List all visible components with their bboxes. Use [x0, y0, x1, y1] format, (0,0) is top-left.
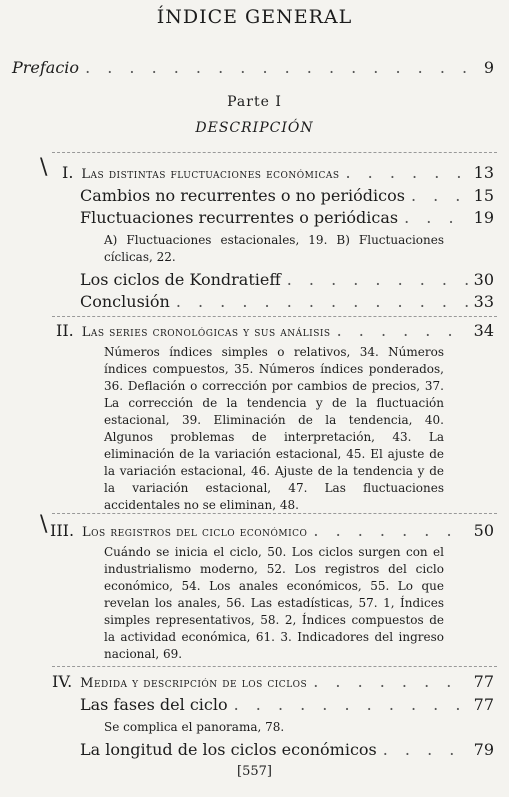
part-heading: Parte I	[227, 94, 282, 110]
leader-dots	[287, 270, 468, 289]
section-title: Los registros del ciclo económico	[82, 525, 308, 540]
section-ii-entry[interactable]	[56, 321, 494, 340]
subsection-entry[interactable]	[80, 270, 494, 289]
subsection-entry[interactable]	[80, 186, 494, 205]
page-number: 9	[483, 58, 494, 77]
divider	[52, 666, 497, 667]
subsection-detail: Se complica el panorama, 78.	[104, 720, 285, 734]
page-number: 50	[473, 521, 494, 540]
part-subtitle: DESCRIPCIÓN	[195, 120, 314, 136]
section-number: IV.	[52, 672, 73, 691]
section-number: III.	[50, 521, 75, 540]
leader-dots	[337, 321, 468, 340]
leader-dots	[85, 58, 470, 77]
section-iii-entry[interactable]	[50, 521, 494, 540]
page-number: 19	[473, 208, 494, 227]
subsection-title: Fluctuaciones recurrentes o periódicas	[80, 208, 399, 227]
subsection-entry[interactable]	[80, 740, 494, 759]
divider	[52, 316, 497, 317]
page-number: 30	[473, 270, 494, 289]
page-number: 77	[473, 695, 494, 714]
page-number: 13	[473, 163, 494, 182]
section-title: Las distintas fluctuaciones económicas	[81, 167, 340, 182]
subsection-title: Conclusión	[80, 292, 170, 311]
section-iv-entry[interactable]	[52, 672, 494, 691]
subsection-title: Las fases del ciclo	[80, 695, 228, 714]
subsection-detail: A) Fluctuaciones estacionales, 19. B) Fluctuaciones cíclicas, 22.	[104, 233, 444, 264]
folio: [557]	[237, 764, 272, 779]
page-title: ÍNDICE GENERAL	[156, 6, 353, 28]
page-number: 77	[473, 672, 494, 691]
prefacio-label: Prefacio	[12, 58, 80, 77]
page-number: 33	[473, 292, 494, 311]
section-number: II.	[56, 321, 74, 340]
leader-dots	[411, 186, 468, 205]
divider	[52, 152, 497, 153]
margin-mark: \	[40, 512, 48, 537]
section-title: Las series cronológicas y sus análisis	[81, 325, 331, 340]
page-number: 79	[473, 740, 494, 759]
subsection-title: Los ciclos de Kondratieff	[80, 270, 281, 289]
leader-dots	[234, 695, 468, 714]
page-number: 34	[473, 321, 494, 340]
leader-dots	[383, 740, 468, 759]
divider	[52, 513, 497, 514]
leader-dots	[176, 292, 468, 311]
prefacio-entry[interactable]	[12, 58, 494, 77]
section-detail: Números índices simples o relativos, 34. Números índices compuestos, 35. Números índices ponderados, 36. Deflación o corrección por cambios de precios, 37. La corrección de la tendencia y de la fluctuación estacional, 39. Eliminación de la tendencia, 40. Algunos problemas de interpretación, 43. La eliminación de la variación estacional, 45. El ajuste de la variación estacional, 46. Ajuste de la tendencia y de la variación estacional, 47. Las fluctuaciones accidentales no se eliminan, 48.	[104, 345, 444, 512]
section-i-entry[interactable]	[62, 163, 494, 182]
section-detail: Cuándo se inicia el ciclo, 50. Los ciclos surgen con el industrialismo moderno, 52. Los registros del ciclo económico, 54. Los anales económicos, 55. Lo que revelan los anales, 56. Las estadísticas, 57. 1, Índices simples representativos, 58. 2, Índices compuestos de la actividad económica, 61. 3. Indicadores del ingreso nacional, 69.	[104, 545, 444, 661]
section-number: I.	[62, 163, 74, 182]
leader-dots	[404, 208, 468, 227]
leader-dots	[346, 163, 468, 182]
page-number: 15	[473, 186, 494, 205]
subsection-entry[interactable]	[80, 695, 494, 714]
subsection-title: La longitud de los ciclos económicos	[80, 740, 377, 759]
margin-mark: \	[40, 155, 48, 180]
leader-dots	[313, 672, 467, 691]
subsection-entry[interactable]	[80, 208, 494, 227]
subsection-entry[interactable]	[80, 292, 494, 311]
subsection-title: Cambios no recurrentes o no periódicos	[80, 186, 405, 205]
section-title: Medida y descripción de los ciclos	[80, 676, 308, 691]
leader-dots	[313, 521, 467, 540]
